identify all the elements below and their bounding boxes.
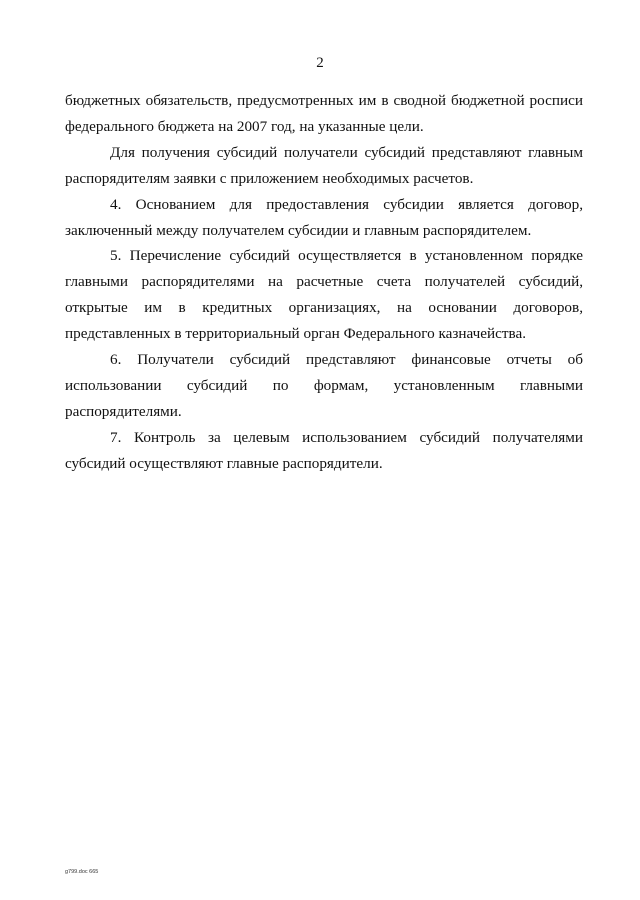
paragraph-item-4-agreement-basis: 4. Основанием для предоставления субсидии является договор, заключенный между получателем субсидии и главным распорядителем. [65, 195, 583, 239]
paragraph-subsidy-applications: Для получения субсидий получатели субсидий представляют главным распорядителям заявки с приложением необходимых расчетов. [65, 143, 583, 187]
document-body [65, 88, 583, 477]
page-number: 2 [316, 55, 324, 71]
paragraph-item-7-control: 7. Контроль за целевым использованием субсидий получателями субсидий осуществляют главные распорядители. [65, 428, 583, 472]
footer-document-code: g799.doc 665 [65, 869, 99, 875]
paragraph-budget-obligations-continuation: бюджетных обязательств, предусмотренных им в сводной бюджетной росписи федерального бюджета на 2007 год, на указанные цели. [65, 92, 583, 135]
paragraph-item-6-financial-reports: 6. Получатели субсидий представляют финансовые отчеты об использовании субсидий по формам, установленным главными распорядителями. [65, 351, 583, 420]
paragraph-item-5-transfer-of-subsidies: 5. Перечисление субсидий осуществляется в установленном порядке главными распорядителями на расчетные счета получателей субсидий, открытые им в кредитных организациях, на основании договоров, представленных в территориальный орган Федерального казначейства. [65, 247, 583, 343]
